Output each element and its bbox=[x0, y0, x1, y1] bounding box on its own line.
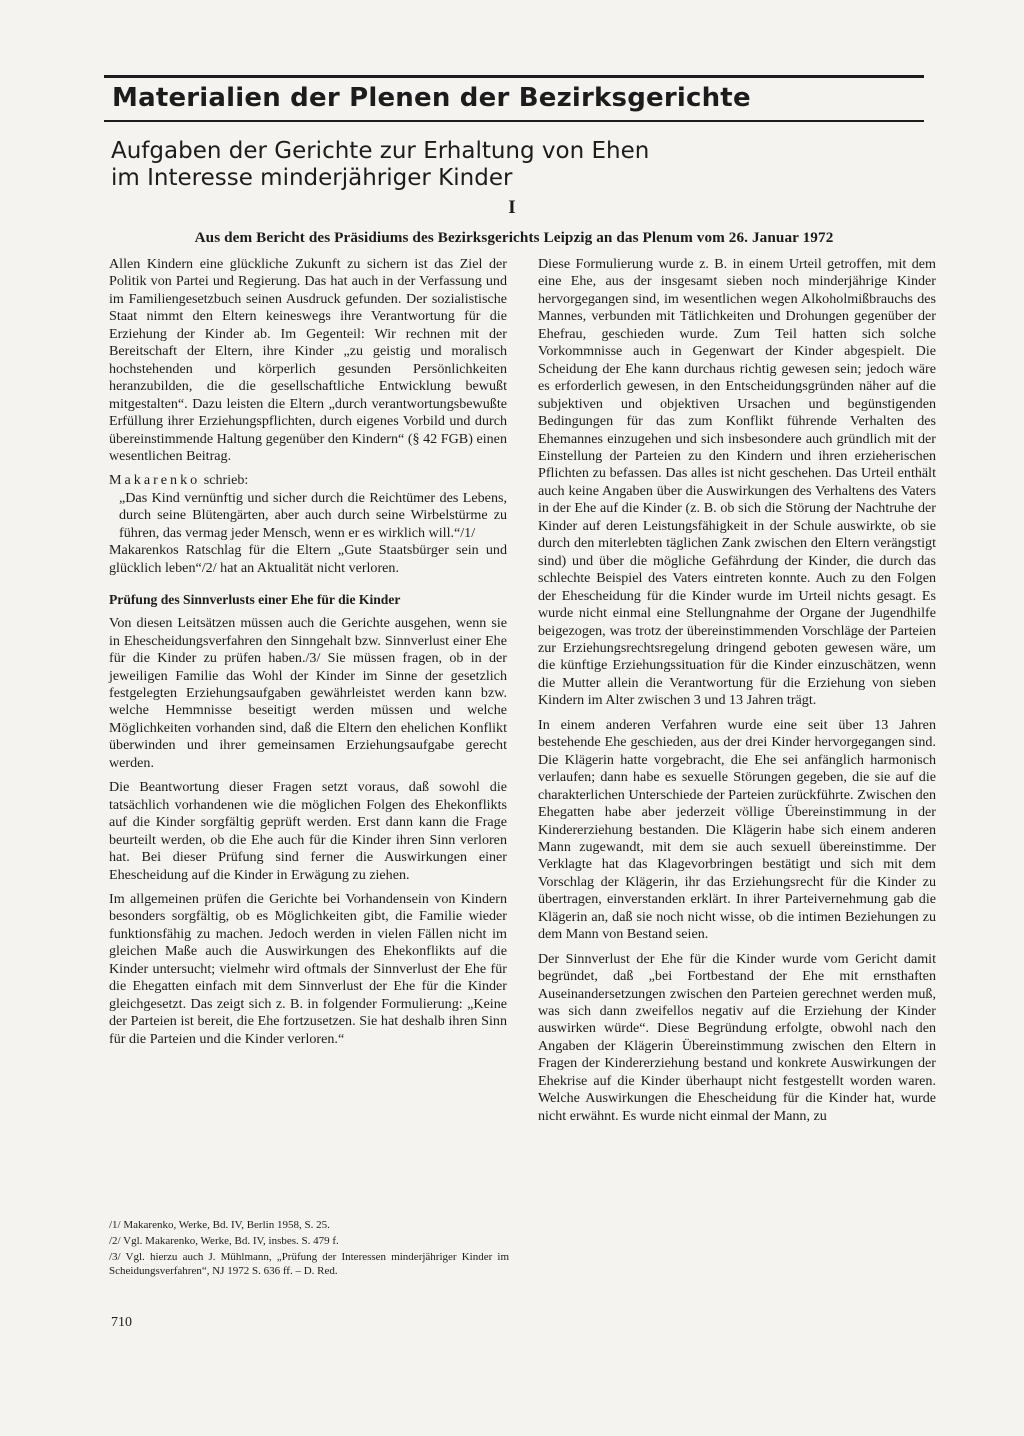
article-title-line1: Aufgaben der Gerichte zur Erhaltung von Ehen bbox=[111, 138, 650, 164]
article-title bbox=[111, 138, 671, 192]
footnote-2: /2/ Vgl. Makarenko, Werke, Bd. IV, insbes. S. 479 f. bbox=[109, 1235, 339, 1247]
intro-rest: schrieb: bbox=[200, 472, 249, 489]
header-rule-top bbox=[104, 75, 924, 78]
article-title-line2: im Interesse minderjähriger Kinder bbox=[111, 165, 513, 191]
paragraph: Allen Kindern eine glückliche Zukunft zu sichern ist das Ziel der Politik von Partei und Regierung. Das hat auch in der Verfassung und im Familiengesetzbuch seinen Ausdruck gefunden. Der sozialistische Staat nimmt den Eltern keineswegs ihre Verantwortung für die Erziehung der Kinder ab. Im Gegenteil: Wir rechnen mit der Bereitschaft der Eltern, ihre Kinder „zu geistig und moralisch hochstehenden und körperlich gesunden Persönlichkeiten heranzubilden, die die gesellschaftliche Entwicklung bewußt mitgestalten“. Dazu leisten die Eltern „durch verantwortungsbewußte Erfüllung ihrer Erziehungspflichten, durch eigenes Vorbild und durch übereinstimmende Haltung gegenüber den Kindern“ (§ 42 FGB) einen wesentlichen Beitrag. bbox=[109, 256, 507, 464]
paragraph: Im allgemeinen prüfen die Gerichte bei Vorhandensein von Kindern besonders sorgfältig, ob es Möglichkeiten gibt, die Familie wieder funktionsfähig zu machen. Jedoch werden in vielen Fällen nicht im gleichen Maße auch die Auswirkungen des Ehekonflikts auf die Kinder untersucht; vielmehr wird oftmals der Sinnverlust der Ehe für die Ehegatten einfach mit dem Sinnverlust der Ehe für die Kinder gleichgesetzt. Das zeigt sich z. B. in folgender Formulierung: „Keine der Parteien ist bereit, die Ehe fortzusetzen. Sie hat deshalb ihren Sinn für die Parteien und die Kinder verloren.“ bbox=[109, 890, 507, 1047]
left-column bbox=[109, 256, 507, 1055]
paragraph: Von diesen Leitsätzen müssen auch die Gerichte ausgehen, wenn sie in Ehescheidungsverfahren den Sinngehalt bzw. Sinnverlust einer Ehe für die Kinder zu prüfen haben./3/ Sie müssen fragen, ob in der jeweiligen Familie das Wohl der Kinder im Sinne der gesetzlich festgelegten Erziehungsaufgaben gewährleistet werden kann bzw. welche Hemmnisse beseitigt werden müssen und welche Möglichkeiten vorhanden sind, daß die Eltern den ehelichen Konflikt überwinden und ihrer gemeinsamen Erziehungsaufgabe gerecht werden. bbox=[109, 615, 507, 771]
footnote-1: /1/ Makarenko, Werke, Bd. IV, Berlin 1958, S. 25. bbox=[109, 1219, 330, 1231]
header-rule-bottom bbox=[104, 120, 924, 122]
footnotes bbox=[109, 1218, 509, 1280]
paragraph: Die Beantwortung dieser Fragen setzt voraus, daß sowohl die tatsächlich vorhandenen wie die möglichen Folgen des Ehekonflikts auf die Kinder sorgfältig geprüft werden. Erst dann kann die Frage beurteilt werden, ob die Ehe auch für die Kinder ihren Sinn verloren hat. Bei dieser Prüfung sind ferner die Auswirkungen einer Ehescheidung auf die Kinder in Erwägung zu ziehen. bbox=[109, 779, 507, 883]
article-subtitle: Aus dem Bericht des Präsidiums des Bezirksgerichts Leipzig an das Plenum vom 26. Januar 1972 bbox=[194, 229, 834, 246]
part-number: I bbox=[508, 197, 516, 218]
footnote-3: /3/ Vgl. hierzu auch J. Mühlmann, „Prüfung der Interessen minderjähriger Kinder im Scheidungsverfahren“, NJ 1972 S. 636 ff. – D. Red. bbox=[109, 1251, 509, 1277]
paragraph-makarenko-intro bbox=[109, 472, 507, 489]
paragraph: Diese Formulierung wurde z. B. in einem Urteil getroffen, mit dem eine Ehe, aus der insgesamt sieben noch minderjährige Kinder hervorgegangen sind, im wesentlichen wegen Alkoholmißbrauchs des Mannes, verbunden mit Tätlichkeiten und Drohungen gegenüber der Ehefrau, geschieden wurde. Zum Teil hatten sich solche Vorkommnisse auch in Gegenwart der Kinder abgespielt. Die Scheidung der Ehe kann durchaus richtig gewesen sein; jedoch wäre es erforderlich gewesen, in den Entscheidungsgründen näher auf die subjektiven und objektiven Ursachen und begünstigenden Bedingungen für das zum Konflikt führende Verhalten des Ehemannes einzugehen und sich insbesondere auch gründlich mit der Einstellung der Parteien zu den Kindern und ihren erzieherischen Pflichten zu befassen. Das alles ist nicht geschehen. Das Urteil enthält auch keine Angaben über die Auswirkungen des Verhaltens des Vaters in der Ehe auf die Kinder (z. B. ob sich die Störung der Nachtruhe der Kinder auf deren Leistungsfähigkeit in der Schule auswirkte, ob sie durch den miterlebten täglichen Zank zwischen den Eltern verängstigt sind) und über die mögliche Gefährdung der Kinder, die durch das schlechte Beispiel des Vaters eintreten konnte. Auch zu den Folgen der Ehescheidung für die Kinder wurde im Urteil nichts gesagt. Es wurde nicht einmal eine Stellungnahme der Organe der Jugendhilfe beigezogen, was trotz der übereinstimmenden Vorschläge der Parteien zur Erziehungsrechtsregelung dringend geboten gewesen wäre, um die künftige Erziehungssituation für die Kinder einzuschätzen, wenn die Mutter allein die Verantwortung für die Erziehung von sieben Kindern im Alter zwischen 3 und 13 Jahren trägt. bbox=[538, 256, 936, 709]
paragraph: In einem anderen Verfahren wurde eine seit über 13 Jahren bestehende Ehe geschieden, aus der drei Kinder hervorgegangen sind. Die Klägerin hatte vorgebracht, die Ehe sei anfänglich harmonisch verlaufen; dann habe es sexuelle Störungen gegeben, die sie auf die charakterlichen Unterschiede der Parteien zurückführte. Zwischen den Ehegatten habe aber jederzeit völlige Übereinstimmung in der Kindererziehung bestanden. Die Klägerin habe sich einem anderen Mann zugewandt, mit dem sie auch sexuell übereinstimme. Der Verklagte hat das Klagevorbringen bestätigt und sich mit dem Vorschlag der Klägerin, ihr das Erziehungsrecht für die Kinder zu übertragen, einverstanden erklärt. In ihrer Parteivernehmung gab die Klägerin an, daß sie noch nicht wisse, ob die intimen Beziehungen zu dem Mann von Bestand seien. bbox=[538, 716, 936, 943]
page-number: 710 bbox=[111, 1315, 132, 1330]
spaced-name: Makarenko bbox=[109, 472, 201, 489]
section-heading: Prüfung des Sinnverlusts einer Ehe für die Kinder bbox=[109, 592, 401, 608]
paragraph: Makarenkos Ratschlag für die Eltern „Gute Staatsbürger sein und glücklich leben“/2/ hat an Aktualität nicht verloren. bbox=[109, 542, 507, 576]
block-quote: „Das Kind vernünftig und sicher durch die Reichtümer des Lebens, durch seine Blütengärten, aber auch durch seine Wirbelstürme zu führen, das vermag jeder Mensch, wenn er es wirklich will.“/1/ bbox=[119, 489, 507, 541]
paragraph: Der Sinnverlust der Ehe für die Kinder wurde vom Gericht damit begründet, daß „bei Fortbestand der Ehe mit ernsthaften Auseinandersetzungen zwischen den Parteien gerechnet werden muß, was sich dann zweifellos negativ auf die Erziehung der Kinder auswirken würde“. Diese Begründung erfolgte, obwohl nach den Angaben der Klägerin Übereinstimmung zwischen den Eltern in Fragen der Kindererziehung bestand und konkrete Auswirkungen der Ehekrise auf die Kinder überhaupt nicht festgestellt worden waren. Welche Auswirkungen die Ehescheidung für die Kinder hat, wurde nicht erwähnt. Es wurde nicht einmal der Mann, zu bbox=[538, 950, 936, 1124]
section-header: Materialien der Plenen der Bezirksgerichte bbox=[112, 83, 751, 113]
right-column bbox=[538, 256, 936, 1132]
